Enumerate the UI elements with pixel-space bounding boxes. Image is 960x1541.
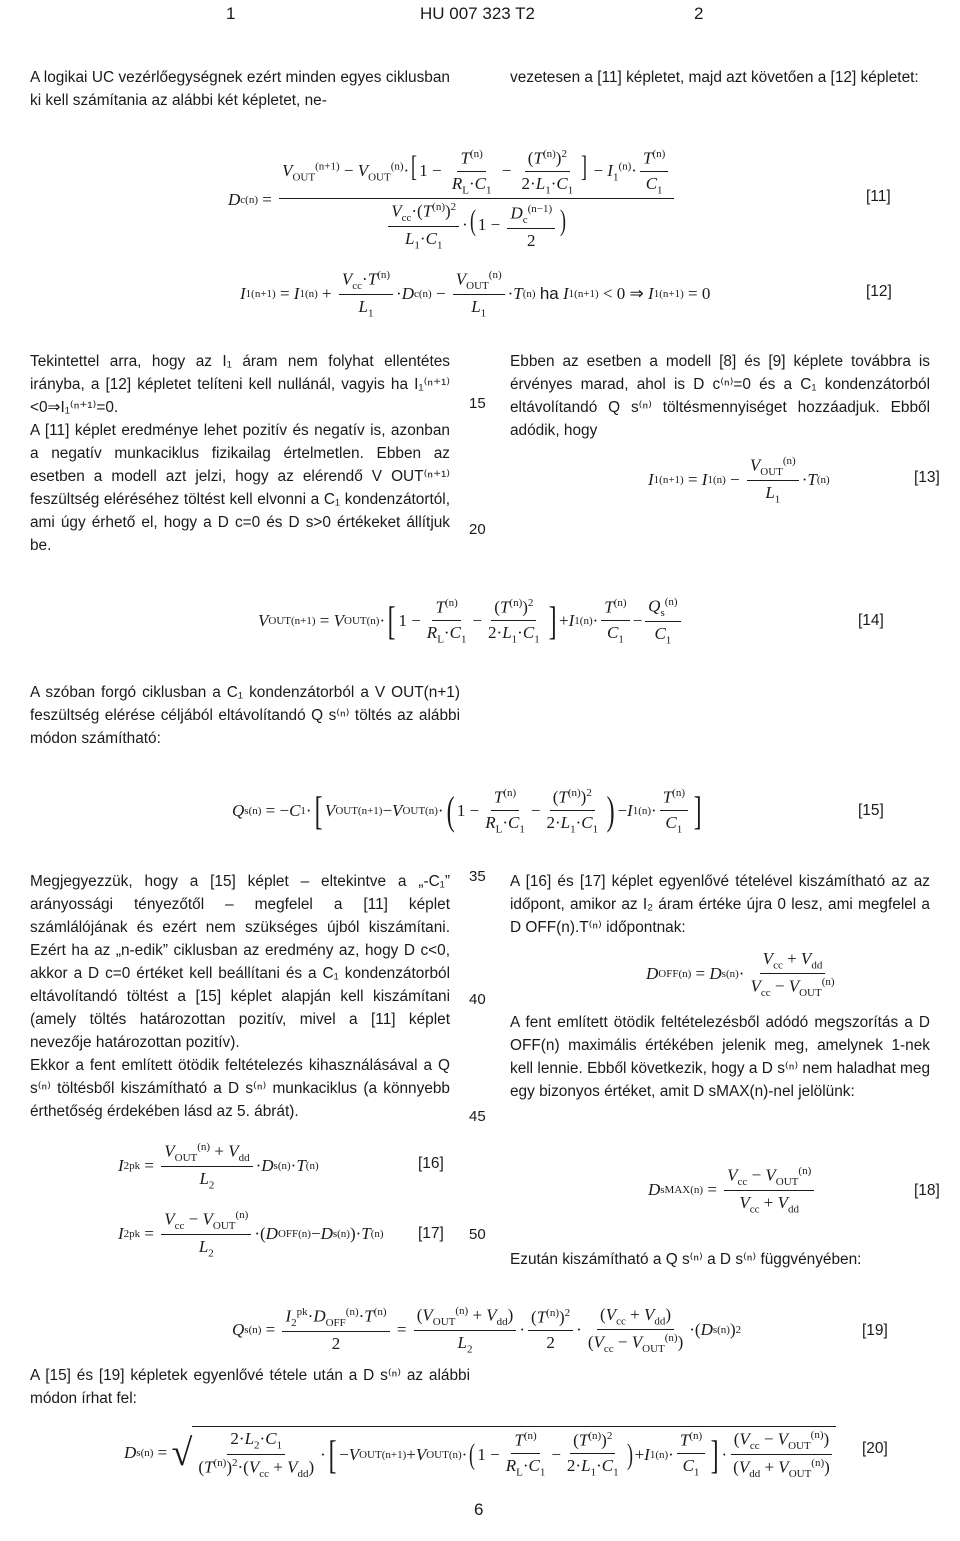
patent-number: HU 007 323 T2: [420, 4, 535, 23]
tag-19: [19]: [862, 1322, 888, 1339]
line-number-20: 20: [469, 521, 486, 538]
page-number-right: 2: [694, 4, 704, 23]
line-number-40: 40: [469, 991, 486, 1008]
tag-16: [16]: [418, 1155, 444, 1172]
equation-11: D c (n) = $V_{OUT}^{(n+1)} - V_{OUT}^{(n)}\cdot$[ 1 − $\frac{T^{(n)}}{R_L\cdot C_1}$ − $\frac{(T^{(n)})^2}{2\cdot L_1\cdot C_1}$ ] − $I_1^{(n)}\cdot$ $\frac{T^{(n)}}{C_1}$ $V_{cc}\cdot(T^{(n)})^2$ $L_1\cdot C_1$ ·( 1 − $\frac{D_c^{(n-1)}}{2}$ ): [228, 140, 677, 260]
block4-right-p1: A [16] és [17] képlet egyenlővé tételével kiszámítható az az időpont, amikor az I₂ áram értéke újra 0 lesz, ami megfelel a D OFF(n).T⁽ⁿ⁾ időpontnak:: [510, 873, 930, 936]
block2-right: Ebben az esetben a modell [8] és [9] képlete továbbra is érvényes marad, ahol is D c⁽ⁿ⁾=0 és a C₁ kondenzátorból eltávolítandó Q s⁽ⁿ⁾ töltésmennyiséget hozzáadjuk. Ebből adódik, hogy: [510, 353, 930, 439]
tag-11: [11]: [866, 188, 891, 205]
tag-20: [20]: [862, 1440, 888, 1457]
tag-15: [15]: [858, 802, 884, 819]
equation-12: I 1 (n+1) = I 1 (n) + $V_{cc}\cdot T^{(n)}$ $L_1$ · D c (n) − $V_{OUT}^{(n)}$ $L_1$ · T (n) ha I 1 (n+1) < 0 ⇒ I 1 (n+1) = 0: [240, 268, 711, 320]
page-number-left: 1: [226, 4, 236, 23]
equation-18: D sMAX (n) = $V_{cc} - V_{OUT}^{(n)}$ $V_{cc} + V_{dd}$: [648, 1162, 817, 1218]
tag-13: [13]: [914, 469, 940, 486]
equation-13: I 1 (n+1) = I 1 (n) − $V_{OUT}^{(n)}$ $L_1$ · T (n): [648, 454, 830, 506]
line-number-35: 35: [469, 868, 486, 885]
equation-19: Q s (n) = $I_2^{pk}\cdot D_{OFF}^{(n)}\cdot T^{(n)}$ 2 = $(V_{OUT}^{(n)} + V_{dd})$ $L_2$ · $(T^{(n)})^2$ 2 · $(V_{cc} + V_{dd})$ $(V_{cc} - V_{OUT}^{(n)})$ ·( D s (n) ) 2: [232, 1304, 742, 1356]
equation-15: Q s (n) = − C 1 · [ V OUT (n+1) − V OUT (n) · ( 1 − $T^{(n)}$ $R_L\cdot C_1$ − $(T^{(n)})^2$ $2\cdot L_1\cdot C_1$ ) − I 1 (n) · $T^{(n)}$ $C_1$ ]: [232, 786, 702, 836]
tag-14: [14]: [858, 612, 884, 629]
tag-17: [17]: [418, 1225, 444, 1242]
block4-right-p2: A fent említett ötödik feltételezésből adódó megszorítás a D OFF(n) maximális értékében jelenik meg, amelynek 1-nek kell lennie. Ebből következik, hogy a D s⁽ⁿ⁾ nem haladhat meg egy bizonyos értéket, amit D sMAX(n)-nel jelölünk:: [510, 1014, 930, 1100]
equation-doff: D OFF (n) = D s (n) · $V_{cc} + V_{dd}$ $V_{cc} - V_{OUT}^{(n)}$: [646, 948, 835, 1000]
intro-right: vezetesen a [11] képletet, majd azt követően a [12] képletet:: [510, 69, 919, 86]
equation-17: I 2 pk = $V_{cc} - V_{OUT}^{(n)}$ $L_2$ ·( D OFF (n) − D s (n) )· T (n): [118, 1208, 384, 1260]
tag-18: [18]: [914, 1182, 940, 1199]
block4-left: Megjegyezzük, hogy a [15] képlet – eltekintve a „-C₁” arányossági tényezőtől – megfelel a [11] képlet számlálójának és ezért nem szükséges újból kiszámítani. Ezért ha az „n-edik” ciklusban az eredmény az, hogy D c<0, akkor a D c=0 értéket kell beállítani és a C₁ kondenzátorból eltávolítandó töltést a [15] képlet alapján kell kiszámítani (amely töltés határozottan pozitív, mivel a [11] képlet nevezője határozottan pozitív). Ekkor a fent említett ötödik feltételezés kihasználásával a Q s⁽ⁿ⁾ töltésből kiszámítható a D s⁽ⁿ⁾ munkaciklus (a könnyebb érthetőség érdekében lásd az 5. ábrát).: [30, 873, 450, 1120]
equation-16: I 2 pk = $V_{OUT}^{(n)} + V_{dd}$ $L_2$ · D s (n) · T (n): [118, 1140, 319, 1192]
block2-left: Tekintettel arra, hogy az I₁ áram nem folyhat ellentétes irányba, a [12] képletet telíteni kell nullánál, vagyis ha I₁⁽ⁿ⁺¹⁾<0⇒I₁⁽ⁿ⁺¹⁾=0. A [11] képlet eredménye lehet pozitív és negatív is, azonban a negatív munkaciklus fizikailag értelmetlen. Ebben az esetben a modell azt jelzi, hogy az elérendő V OUT⁽ⁿ⁺¹⁾ feszültség eléréséhez töltést kell elvonni a C₁ kondenzátortól, ami úgy érhető el, hogy a D c=0 és D s>0 értékeket állítjuk be.: [30, 353, 450, 554]
footer-page-number: 6: [474, 1500, 484, 1519]
equation-14: V OUT (n+1) = V OUT (n) · [ 1 − $T^{(n)}$ $R_L\cdot C_1$ − $(T^{(n)})^2$ $2\cdot L_1\cdot C_1$ ] + I 1 (n) · $T^{(n)}$ $C_1$ − $Q_s^{(n)}$ $C_1$: [258, 590, 684, 652]
intro-left: A logikai UC vezérlőegységnek ezért minden egyes ciklusban ki kell számítania az alábbi két képletet, ne-: [30, 69, 450, 109]
line-number-45: 45: [469, 1108, 486, 1125]
block4-right-p3: Ezután kiszámítható a Q s⁽ⁿ⁾ a D s⁽ⁿ⁾ függvényében:: [510, 1251, 862, 1268]
block5-text: A [15] és [19] képletek egyenlővé tétele után a D s⁽ⁿ⁾ az alábbi módon írhat fel:: [30, 1367, 470, 1407]
line-number-15: 15: [469, 395, 486, 412]
line-number-50: 50: [469, 1226, 486, 1243]
tag-12: [12]: [866, 283, 892, 300]
equation-20: D s (n) = √ $2\cdot L_2\cdot C_1$ $(T^{(n)})^2\cdot(V_{cc} + V_{dd})$ · [ − V OUT (n+1) + V OUT (n) · ( 1 − $T^{(n)}$ $R_L\cdot C_1$ − $(T^{(n)})^2$ $2\cdot L_1\cdot C_1$ ) + I 1 (n) · $T^{(n)}$ $C_1$ ] · $(V_{cc} - V_{OUT}^{(n)})$ $(V_{dd} + V_{OUT}^{(n)})$: [124, 1418, 836, 1488]
equation-word-ha: ha: [539, 284, 559, 303]
block3-text: A szóban forgó ciklusban a C₁ kondenzátorból a V OUT(n+1) feszültség elérése céljából eltávolítandó Q s⁽ⁿ⁾ töltés az alábbi módon számítható:: [30, 684, 460, 747]
